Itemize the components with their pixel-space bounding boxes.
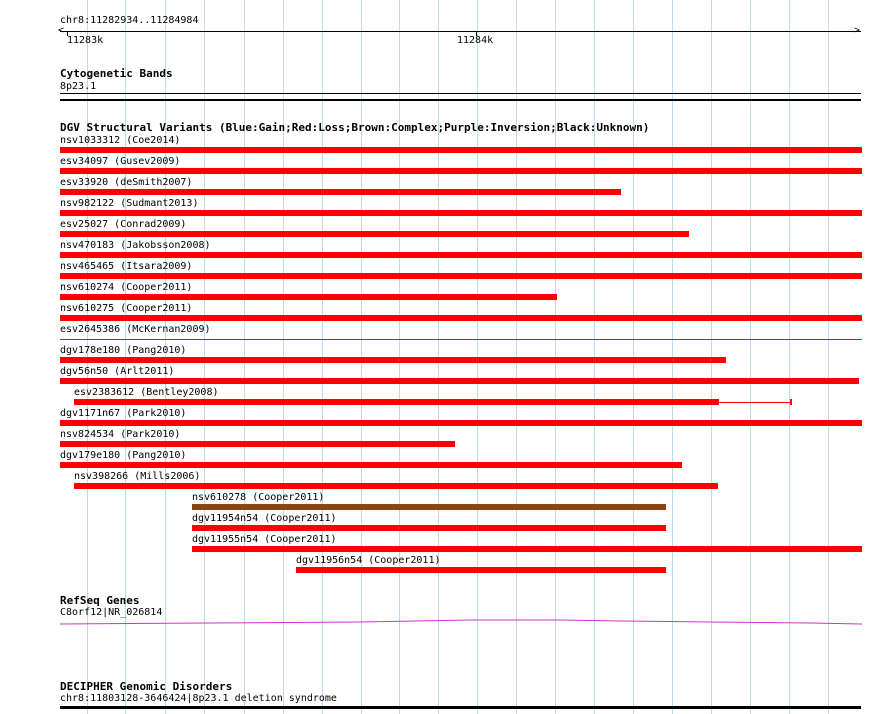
variant-bar[interactable] — [60, 357, 726, 363]
variant-label[interactable]: nsv824534 (Park2010) — [60, 429, 181, 440]
variant-bar[interactable] — [60, 231, 689, 237]
variant-bar[interactable] — [60, 210, 862, 216]
variant-bar[interactable] — [74, 483, 718, 489]
variant-label[interactable]: nsv470183 (Jakobsson2008) — [60, 240, 211, 251]
variant-bar[interactable] — [60, 189, 621, 195]
variant-label[interactable]: dgv11955n54 (Cooper2011) — [192, 534, 337, 545]
variant-label[interactable]: nsv1033312 (Coe2014) — [60, 135, 181, 146]
variant-bar[interactable] — [60, 168, 862, 174]
refseq-gene-line[interactable] — [60, 616, 862, 628]
variant-label[interactable]: esv2383612 (Bentley2008) — [74, 387, 219, 398]
variant-bar[interactable] — [74, 399, 719, 405]
grid-line — [750, 0, 751, 714]
variant-bar[interactable] — [60, 273, 862, 279]
variant-bar[interactable] — [60, 147, 862, 153]
decipher-bar[interactable] — [60, 706, 861, 709]
variant-label[interactable]: nsv398266 (Mills2006) — [74, 471, 201, 482]
variant-label[interactable]: esv33920 (deSmith2007) — [60, 177, 193, 188]
variant-bar[interactable] — [192, 525, 666, 531]
variant-label[interactable]: nsv610278 (Cooper2011) — [192, 492, 325, 503]
variant-label[interactable]: dgv56n50 (Arlt2011) — [60, 366, 175, 377]
decipher-track-title[interactable]: DECIPHER Genomic Disorders — [60, 680, 233, 693]
grid-line — [789, 0, 790, 714]
variant-label[interactable]: nsv982122 (Sudmant2013) — [60, 198, 199, 209]
variant-bar[interactable] — [60, 378, 859, 384]
refseq-track-title[interactable]: RefSeq Genes — [60, 594, 140, 607]
variant-bar[interactable] — [60, 339, 862, 340]
cytoband-bar[interactable] — [60, 99, 861, 101]
ruler-left-label: 11283k — [67, 35, 104, 46]
variant-label[interactable]: nsv610275 (Cooper2011) — [60, 303, 193, 314]
variant-bar[interactable] — [192, 546, 862, 552]
variant-label[interactable]: nsv610274 (Cooper2011) — [60, 282, 193, 293]
variant-label[interactable]: dgv1171n67 (Park2010) — [60, 408, 187, 419]
grid-line — [828, 0, 829, 714]
ruler-mid-label: 11284k — [457, 35, 494, 46]
variant-label[interactable]: dgv179e180 (Pang2010) — [60, 450, 187, 461]
variant-bar[interactable] — [60, 315, 862, 321]
variant-label[interactable]: esv34097 (Gusev2009) — [60, 156, 181, 167]
variant-label[interactable]: esv25027 (Conrad2009) — [60, 219, 187, 230]
decipher-entry-label[interactable]: chr8:11803128-3646424|8p23.1 deletion syndrome — [60, 693, 337, 704]
dgv-track-title[interactable]: DGV Structural Variants (Blue:Gain;Red:Loss;Brown:Complex;Purple:Inversion;Black:Unknown) — [60, 121, 650, 134]
variant-bar[interactable] — [192, 504, 666, 510]
variant-bar[interactable] — [60, 294, 557, 300]
variant-label[interactable]: dgv11956n54 (Cooper2011) — [296, 555, 441, 566]
variant-bar[interactable] — [60, 252, 862, 258]
cytoband-top-line — [60, 93, 861, 94]
variant-bar[interactable] — [60, 441, 455, 447]
variant-extension-line[interactable] — [719, 402, 790, 403]
ruler-right-arrow-icon: > — [854, 25, 861, 36]
variant-label[interactable]: dgv11954n54 (Cooper2011) — [192, 513, 337, 524]
variant-label[interactable]: esv2645386 (McKernan2009) — [60, 324, 211, 335]
ruler-left-arrow-icon: < — [58, 25, 65, 36]
refseq-gene-label[interactable]: C8orf12|NR_026814 — [60, 607, 163, 618]
region-label: chr8:11282934..11284984 — [60, 15, 199, 26]
ruler-axis — [60, 31, 861, 32]
cytoband-label: 8p23.1 — [60, 81, 97, 92]
variant-bar[interactable] — [60, 420, 862, 426]
variant-label[interactable]: nsv465465 (Itsara2009) — [60, 261, 193, 272]
cytobands-track-title[interactable]: Cytogenetic Bands — [60, 67, 173, 80]
variant-bar[interactable] — [296, 567, 666, 573]
variant-bar[interactable] — [60, 462, 682, 468]
variant-extension-cap — [790, 399, 792, 405]
variant-label[interactable]: dgv178e180 (Pang2010) — [60, 345, 187, 356]
